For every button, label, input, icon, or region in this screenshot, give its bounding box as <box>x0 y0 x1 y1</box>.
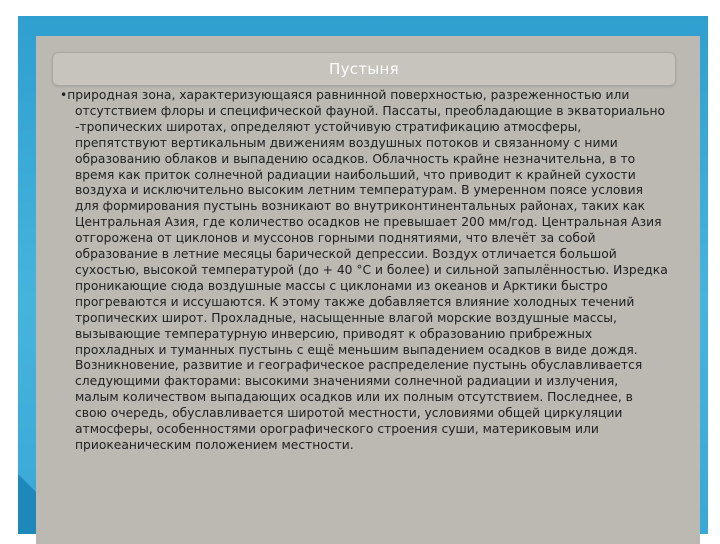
text-line: малым количеством выпадающих осадков или их полным отсутствием. Последнее, в <box>75 390 633 405</box>
title-bar <box>52 52 676 86</box>
text-line: прохладных и туманных пустынь с ещё меньшим выпадением осадков в виде дождя. <box>75 342 638 357</box>
text-line: отгорожена от циклонов и муссонов горными поднятиями, что влечёт за собой <box>75 231 596 246</box>
text-line: приокеаническим положением местности. <box>75 437 354 452</box>
text-line: образование в летние месяцы барической депрессии. Воздух отличается большой <box>75 247 617 262</box>
text-line: тропических широт. Прохладные, насыщенные влагой морские воздушные массы, <box>75 310 617 325</box>
text-line: прогреваются и иссушаются. К этому также добавляется влияние холодных течений <box>75 294 635 309</box>
text-line: образованию облаков и выпадению осадков. Облачность крайне незначительна, в то <box>75 151 636 166</box>
text-line: Центральная Азия, где количество осадков не превышает 200 мм/год. Центральная Азия <box>75 215 662 230</box>
slide-title: Пустыня <box>329 60 399 78</box>
text-line: препятствуют вертикальным движениям воздушных потоков и связанному с ними <box>75 135 618 150</box>
body-text <box>60 88 672 454</box>
text-line: для формирования пустынь возникают во внутриконтинентальных районах, таких как <box>75 199 646 214</box>
text-line: вызывающие температурную инверсию, приводят к образованию прибрежных <box>75 326 593 341</box>
text-line: •природная зона, характеризующаяся равнинной поверхностью, разреженностью или <box>60 88 630 102</box>
text-line: воздуха и исключительно высоким летним температурам. В умеренном поясе условия <box>75 183 644 198</box>
text-line: отсутствием флоры и специфической фауной. Пассаты, преобладающие в экваториально <box>75 103 666 118</box>
text-line: время как приток солнечной радиации наибольший, что приводит к крайней сухости <box>75 167 636 182</box>
text-line: Возникновение, развитие и географическое распределение пустынь обуславливается <box>75 358 643 373</box>
text-line: проникающие сюда воздушные массы с циклонами из океанов и Арктики быстро <box>75 278 608 293</box>
text-line: следующими факторами: высокими значениями солнечной радиации и излучения, <box>75 374 619 389</box>
text-line: свою очередь, обуславливается широтой местности, условиями общей циркуляции <box>75 406 623 421</box>
text-line: атмосферы, особенностями орографического строения суши, материковым или <box>75 422 599 437</box>
text-line: -тропических широтах, определяют устойчивую стратификацию атмосферы, <box>75 119 582 134</box>
text-line: сухостью, высокой температурой (до + 40 °С и более) и сильной запылённостью. Изредка <box>75 262 668 277</box>
